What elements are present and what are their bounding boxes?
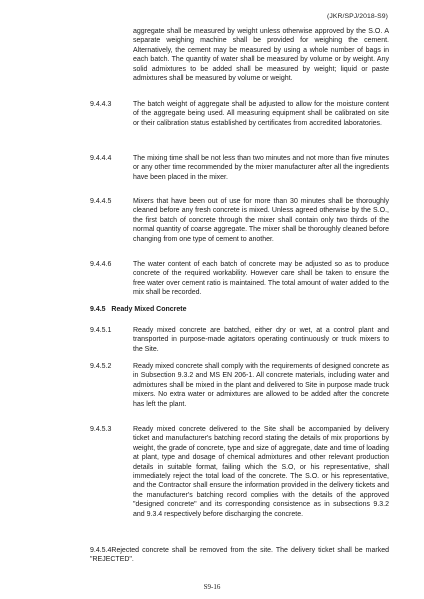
clause-text: Rejected concrete shall be removed from the site. The delivery ticket shall be marked "REJECTED". — [90, 547, 389, 564]
clause-text: Ready mixed concrete are batched, either dry or wet, at a control plant and transported in purpose-made agitators operating continuously or truck mixers to the Site. — [133, 327, 389, 353]
document-reference: (JKR/SPJ/2018-S9) — [326, 13, 388, 20]
clause-number: 9.4.5.4 — [90, 547, 112, 554]
clause-text: The water content of each batch of concrete may be adjusted so as to produce concrete of the required workability. However care shall be taken to ensure the free water over cement ratio is maintained. The total amount of water added to the mix shall be recorded. — [133, 261, 389, 297]
page-number: S9-16 — [203, 583, 221, 591]
clause-text: Ready mixed concrete shall comply with the requirements of designed concrete as in Subsection 9.3.2 and MS EN 206-1. All concrete materials, including water and admixtures shall be mixed in the plant and delivered to Site in purpose made truck mixers. No extra water or admixtures are allowed to be added after the concrete has left the plant. — [133, 363, 389, 408]
clause-number: 9.4.5.3 — [90, 426, 112, 433]
clause-number: 9.4.4.3 — [90, 101, 112, 108]
clause-text: Mixers that have been out of use for more than 30 minutes shall be thoroughly cleaned before any fresh concrete is mixed. Unless agreed otherwise by the S.O., the first batch of concrete through the mixer shall contain only two thirds of the normal quantity of coarse aggregate. The mixer shall be thoroughly cleaned before changing from one type of cement to another. — [133, 198, 389, 243]
section-heading — [90, 305, 187, 314]
clause-number: 9.4.4.5 — [90, 198, 112, 205]
clause-number: 9.4.5.1 — [90, 327, 112, 334]
clause-number: 9.4.5.2 — [90, 363, 112, 370]
clause-number: 9.4.4.4 — [90, 155, 112, 162]
section-title: Ready Mixed Concrete — [111, 306, 187, 313]
section-number: 9.4.5 — [90, 306, 106, 313]
last-clause — [90, 546, 389, 565]
intro-paragraph: aggregate shall be measured by weight unless otherwise approved by the S.O. A separate weighing machine shall be provided for weighing the cement. Alternatively, the cement may be measured by using a whole number of bags in each batch. The quantity of water shall be measured by volume or by weight. Any solid admixtures to be added shall be measured by weight; liquid or paste admixtures shall be measured by volume or weight. — [133, 28, 389, 83]
clause-text: Ready mixed concrete delivered to the Site shall be accompanied by delivery ticket and manufacturer's batching record stating the details of mix proportions by weight, the grade of concrete, type and size of aggregate, date and time of loading at plant, type and dosage of chemical admixtures and other relevant production details in suitable format, failing which the S.O, or his representative, shall immediately reject the total load of the concrete. The S.O. or his representative, and the Contractor shall ensure the information provided in the delivery tickets and the manufacturer's batching record complies with the details of the approved "designed concrete" and its corresponding consistence as in subsections 9.3.2 and 9.3.4 respectively before discharging the concrete. — [133, 426, 389, 518]
clause-number: 9.4.4.6 — [90, 261, 112, 268]
clause-text: The batch weight of aggregate shall be adjusted to allow for the moisture content of the aggregate being used. All measuring equipment shall be calibrated on site or their calibration status established by certificates from accredited laboratories. — [133, 101, 389, 127]
clause-text: The mixing time shall be not less than two minutes and not more than five minutes or any other time recommended by the mixer manufacturer after all the ingredients have been placed in the mixer. — [133, 155, 389, 181]
